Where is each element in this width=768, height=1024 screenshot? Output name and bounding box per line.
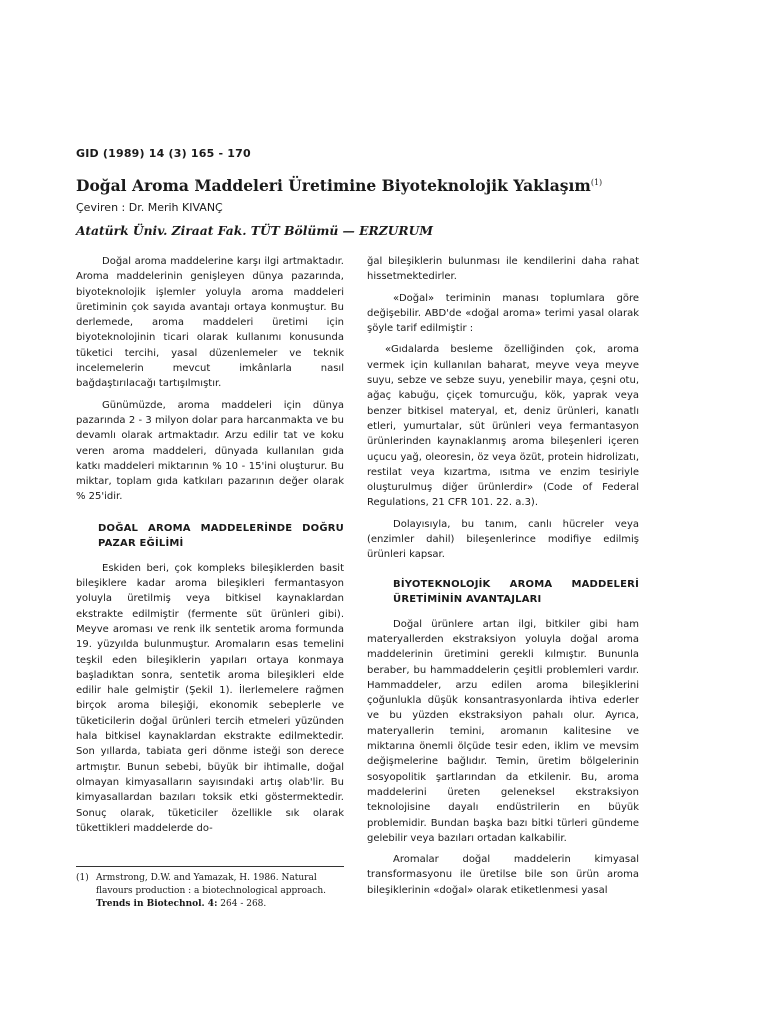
paragraph: Aromalar doğal maddelerin kimyasal transformasyonu ile üretilse bile son ürün aroma bileşiklerinin «doğal» olarak etiketlenmesi yasal xyxy=(367,854,639,896)
footnote-pages: 264 - 268. xyxy=(220,899,267,909)
footnote-journal: Trends in Biotechnol. 4: xyxy=(96,899,218,909)
affiliation-line: Atatürk Üniv. Ziraat Fak. TÜT Bölümü — ERZURUM xyxy=(76,223,433,238)
footnote-divider xyxy=(76,866,344,867)
footnote-mark: (1) xyxy=(76,873,89,883)
journal-citation: GID (1989) 14 (3) 165 - 170 xyxy=(76,147,251,160)
right-column xyxy=(367,254,639,904)
paragraph: Doğal aroma maddelerine karşı ilgi artmaktadır. Aroma maddelerinin genişleyen dünya pazarında, biyoteknolojik işlemler yoluyla aroma maddeleri üretiminin çok sayıda avantajı ortaya konmuştur. Bu derlemede, aroma maddeleri üretimi için biyoteknolojinin ticari olarak kullanımı konusunda tüketici tercihi, yasal düzenlemeler ve teknik incelemelerin mevcut imkânlarla nasıl bağdaştırılacağı tartışılmıştır. xyxy=(76,256,344,390)
footnote xyxy=(76,872,344,911)
paragraph: Günümüzde, aroma maddeleri için dünya pazarında 2 - 3 milyon dolar para harcanmakta ve bu devamlı olarak artmaktadır. Arzu edilir tat ve koku veren aroma maddeleri, dünyada kullanılan gıda katkı maddeleri miktarının % 10 - 15'ini oluşturur. Bu miktar, toplam gıda katkıları pazarının değer olarak % 25'idir. xyxy=(76,399,344,503)
title-footnote-mark: (1) xyxy=(590,177,603,187)
translator-line: Çeviren : Dr. Merih KIVANÇ xyxy=(76,201,223,214)
left-column xyxy=(76,254,344,842)
section-heading: DOĞAL AROMA MADDELERİNDE DOĞRU PAZAR EĞİLİMİ xyxy=(98,522,344,549)
article-title-text: Doğal Aroma Maddeleri Üretimine Biyoteknolojik Yaklaşım xyxy=(76,176,591,195)
footnote-body xyxy=(76,872,344,911)
section-heading: BİYOTEKNOLOJİK AROMA MADDELERİ ÜRETİMİNİN AVANTAJLARI xyxy=(393,578,639,605)
article-title xyxy=(76,176,696,195)
paragraph: «Doğal» teriminin manası toplumlara göre değişebilir. ABD'de «doğal aroma» terimi yasal olarak şöyle tarif edilmiştir : xyxy=(367,292,639,335)
quoted-definition: «Gıdalarda besleme özelliğinden çok, aroma vermek için kullanılan baharat, meyve veya meyve suyu, sebze ve sebze suyu, yenebilir maya, çeşni otu, ağaç kabuğu, çiçek tomurcuğu, kök, yaprak veya benzer bitkisel materyal, et, deniz ürünleri, kanatlı etleri, yumurtalar, süt ürünleri veya fermantasyon ürünlerinden kaynaklanmış aroma bileşenleri içeren uçucu yağ, oleoresin, öz veya özüt, protein hidrolizatı, restilat veya kızartma, ısıtma ve enzim tesiriyle oluşturulmuş diğer ürünlerdir» (Code of Federal Regulations, 21 CFR 101. 22. a.3). xyxy=(367,344,639,509)
footnote-text: Armstrong, D.W. and Yamazak, H. 1986. Natural flavours production : a biotechnological approach. xyxy=(96,873,327,896)
paragraph: Dolayısıyla, bu tanım, canlı hücreler veya (enzimler dahil) bileşenlerince modifiye edilmiş ürünleri kapsar. xyxy=(367,518,639,561)
paragraph: Doğal ürünlere artan ilgi, bitkiler gibi ham materyallerden ekstraksiyon yoluyla doğal aroma maddelerinin üretimini gerekli kılmıştır. Bununla beraber, bu hammaddelerin çeşitli problemleri vardır. Hammaddeler, arzu edilen aroma bileşiklerini çoğunlukla düşük konsantrasyonlarda ihtiva ederler ve bu yüzden ekstraksiyon pahalı olur. Ayrıca, materyallerin temini, aromanın kalitesine ve miktarına önemli ölçüde tesir eden, iklim ve mevsim değişmelerine bağlıdır. Temin, üretim bölgelerinin sosyopolitik şartlarından da etkilenir. Bu, aroma maddelerini üreten geleneksel ekstraksiyon teknolojisine dayalı endüstrilerin en büyük problemidir. Bundan başka bazı bitki türleri gündeme gelebilir veya bazıları ortadan kalkabilir. xyxy=(367,618,639,844)
paragraph: ğal bileşiklerin bulunması ile kendilerini daha rahat hissetmektedirler. xyxy=(367,256,639,283)
paragraph: Eskiden beri, çok kompleks bileşiklerden basit bileşiklere kadar aroma bileşikleri fermantasyon yoluyla üretilmiş veya bitkisel kaynaklardan ekstrakte edilmiştir (fermente süt ürünleri gibi). Meyve aroması ve renk ilk sentetik aroma formunda 19. yüzyılda bulunmuştur. Aromaların esas temelini teşkil eden bileşiklerin yapıları ortaya konmaya başladıktan sonra, sentetik aroma bileşikleri elde edilir hale gelmiştir (Şekil 1). İlerlemelere rağmen birçok aroma bileşiği, ekonomik sebeplerle ve tüketicilerin doğal ürünleri tercih etmeleri yüzünden hala bitkisel kaynaklardan ekstrakte edilmektedir. Son yıllarda, tabiata geri dönme isteği son derece artmıştır. Bunun sebebi, büyük bir ihtimalle, doğal olmayan kimyasalların sayısındaki artış olab'lir. Bu kimyasallardan bazıları toksik etki göstermektedir. Sonuç olarak, tüketiciler özellikle sık olarak tükettikleri maddelerde do- xyxy=(76,562,344,834)
